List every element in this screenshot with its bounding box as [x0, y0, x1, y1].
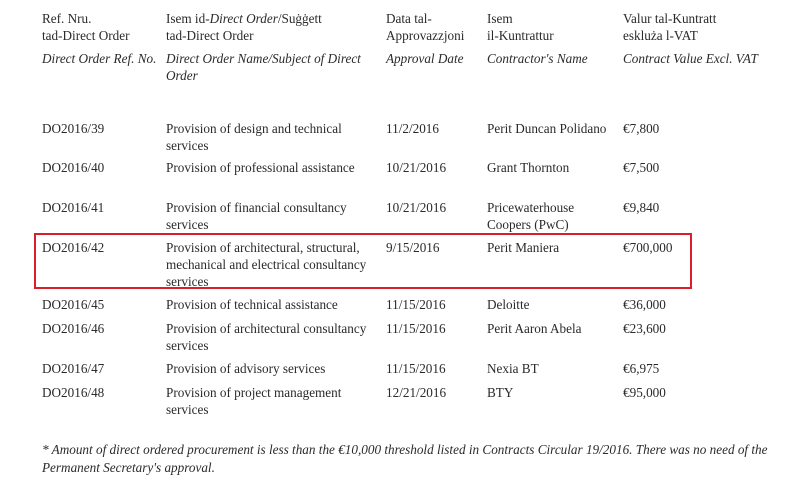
cell-contractor: Perit Maniera: [487, 240, 560, 255]
cell-contractor: BTY: [487, 385, 514, 400]
cell-name: Provision of project management services: [166, 385, 342, 417]
cell-value: €6,975: [623, 361, 660, 376]
header-date-mt-2: Approvazzjoni: [386, 28, 465, 43]
cell-ref: DO2016/40: [42, 160, 105, 175]
footnote: * Amount of direct ordered procurement is less than the €10,000 threshold listed in Contracts Circular 19/2016. There was no need of the Permanent Secretary's approval.: [42, 442, 768, 475]
header-ref-mt-2: tad-Direct Order: [42, 28, 130, 43]
cell-name: Provision of professional assistance: [166, 160, 355, 175]
header-name-mt-prefix: Isem id-: [166, 11, 210, 26]
cell-value: €7,500: [623, 160, 660, 175]
cell-name: Provision of technical assistance: [166, 297, 338, 312]
header-name: [166, 10, 381, 84]
cell-contractor: Nexia BT: [487, 361, 539, 376]
cell-contractor: Grant Thornton: [487, 160, 570, 175]
cell-value: €95,000: [623, 385, 666, 400]
cell-date: 11/2/2016: [386, 121, 439, 136]
cell-date: 10/21/2016: [386, 160, 447, 175]
cell-contractor: Deloitte: [487, 297, 530, 312]
header-contractor-mt-1: Isem: [487, 11, 513, 26]
header-name-mt-suffix: /Suġġett: [277, 11, 322, 26]
cell-value: €700,000: [623, 240, 673, 255]
cell-value: €23,600: [623, 321, 666, 336]
cell-ref: DO2016/42: [42, 240, 105, 255]
header-name-en: Direct Order Name/Subject of Direct Order: [166, 51, 361, 83]
cell-name: Provision of advisory services: [166, 361, 326, 376]
cell-date: 12/21/2016: [386, 385, 447, 400]
cell-ref: DO2016/47: [42, 361, 105, 376]
cell-contractor: Perit Duncan Polidano: [487, 121, 607, 136]
header-value-en: Contract Value Excl. VAT: [623, 51, 758, 66]
cell-ref: DO2016/45: [42, 297, 105, 312]
cell-date: 11/15/2016: [386, 297, 446, 312]
header-value-mt-1: Valur tal-Kuntratt: [623, 11, 717, 26]
header-ref: [42, 10, 160, 67]
cell-ref: DO2016/48: [42, 385, 105, 400]
cell-date: 9/15/2016: [386, 240, 440, 255]
cell-contractor: Perit Aaron Abela: [487, 321, 582, 336]
header-value: [623, 10, 793, 67]
header-contractor: [487, 10, 617, 67]
header-date-en: Approval Date: [386, 51, 464, 66]
cell-ref: DO2016/46: [42, 321, 105, 336]
header-contractor-en: Contractor's Name: [487, 51, 588, 66]
header-date: [386, 10, 486, 67]
cell-value: €9,840: [623, 200, 660, 215]
cell-ref: DO2016/39: [42, 121, 105, 136]
header-ref-mt-1: Ref. Nru.: [42, 11, 92, 26]
cell-name: Provision of financial consultancy services: [166, 200, 347, 232]
cell-name: Provision of design and technical services: [166, 121, 342, 153]
cell-name: Provision of architectural, structural, mechanical and electrical consultancy services: [166, 240, 367, 289]
cell-contractor: Pricewaterhouse Coopers (PwC): [487, 200, 575, 232]
cell-date: 10/21/2016: [386, 200, 447, 215]
cell-date: 11/15/2016: [386, 361, 446, 376]
header-value-mt-2: esklużа l-VAT: [623, 28, 698, 43]
header-name-mt-2: tad-Direct Order: [166, 28, 254, 43]
header-name-mt-1: [166, 10, 381, 27]
header-date-mt-1: Data tal-: [386, 11, 432, 26]
header-name-mt-italic: Direct Order: [209, 11, 278, 26]
cell-value: €7,800: [623, 121, 660, 136]
header-contractor-mt-2: il-Kuntrattur: [487, 28, 554, 43]
cell-name: Provision of architectural consultancy services: [166, 321, 367, 353]
cell-value: €36,000: [623, 297, 666, 312]
cell-ref: DO2016/41: [42, 200, 105, 215]
header-ref-en: Direct Order Ref. No.: [42, 51, 157, 66]
cell-date: 11/15/2016: [386, 321, 446, 336]
